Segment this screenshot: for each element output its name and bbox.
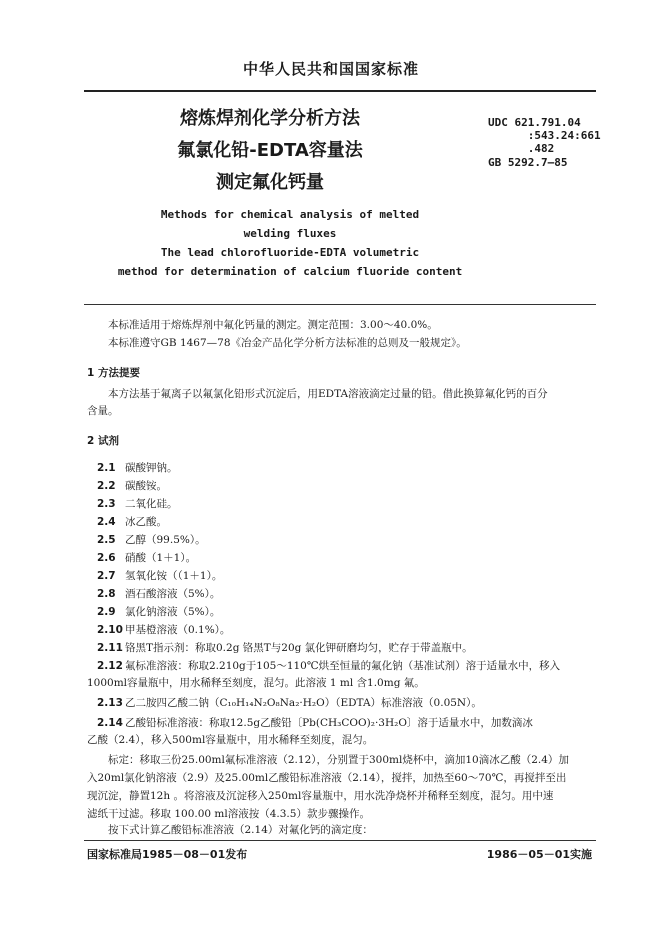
compliance-paragraph: 本标准遵守GB 1467—78《冶金产品化学分析方法标准的总则及一般规定》。 [108, 337, 467, 349]
lead-acetate-standard-solution-cont: 乙酸（2.4），移入500ml容量瓶中，用水稀释至刻度，混匀。 [87, 734, 374, 746]
method-summary-line-2: 含量。 [87, 405, 119, 417]
footer-rule [84, 840, 596, 841]
english-title-line-2: welding fluxes [243, 227, 337, 240]
edta-standard-solution: 2.13 乙二胺四乙酸二钠（C₁₀H₁₄N₂O₈Na₂·H₂O）（EDTA）标准溶液（0.05N）。 [97, 697, 482, 709]
english-title-line-1: Methods for chemical analysis of melted [160, 208, 420, 221]
title-line-2: 氟氯化铅-EDTA容量法 [177, 140, 363, 161]
formula-intro: 按下式计算乙酸铅标准溶液（2.14）对氟化钙的滴定度： [108, 824, 373, 836]
reagent-item: 2.1 碳酸钾钠。 [97, 462, 178, 474]
reagent-item: 2.10 甲基橙溶液（0.1%）。 [97, 624, 231, 636]
scope-paragraph: 本标准适用于熔炼焊剂中氟化钙量的测定。测定范围：3.00～40.0%。 [108, 319, 438, 331]
gb-standard-number: GB 5292.7—85 [488, 156, 568, 169]
calibration-line-3: 现沉淀，静置12h 。将溶液及沉淀移入250ml容量瓶中，用水洗净烧杯并稀释至刻度，混匀。用中速 [87, 790, 554, 802]
calibration-line-1: 标定：移取三份25.00ml氟标准溶液（2.12），分别置于300ml烧杯中，滴加10滴冰乙酸（2.4）加 [108, 754, 569, 766]
reagent-item: 2.4 冰乙酸。 [97, 516, 167, 528]
reagent-item: 2.3 二氧化硅。 [97, 498, 178, 510]
issuing-authority-header: 中华人民共和国国家标准 [242, 60, 419, 78]
title-line-1: 熔炼焊剂化学分析方法 [180, 108, 360, 129]
reagent-item: 2.7 氢氧化铵（（1＋1）。 [97, 570, 223, 582]
method-summary-line-1: 本方法基于氟离子以氟氯化铅形式沉淀后，用EDTA溶液滴定过量的铅。借此换算氟化钙的百分 [108, 388, 548, 400]
section-2-heading: 2 试剂 [87, 435, 119, 447]
reagent-item: 2.9 氯化钠溶液（5%）。 [97, 606, 221, 618]
english-title-line-3: The lead chlorofluoride-EDTA volumetric [160, 246, 420, 259]
fluoride-standard-solution-cont: 1000ml容量瓶中，用水稀释至刻度，混匀。此溶液 1 ml 含1.0mg 氟。 [87, 677, 425, 689]
title-line-3: 测定氟化钙量 [216, 172, 324, 193]
title-divider [84, 304, 596, 305]
reagent-item: 2.2 碳酸铵。 [97, 480, 167, 492]
reagent-item: 2.11 铬黑T指示剂：称取0.2g 铬黑T与20g 氯化钾研磨均匀，贮存于带盖瓶中。 [97, 642, 473, 654]
calibration-line-2: 入20ml氯化钠溶液（2.9）及25.00ml乙酸铅标准溶液（2.14），搅拌，加热至60～70℃，再搅拌至出 [87, 772, 567, 784]
english-title-line-4: method for determination of calcium fluoride content [117, 265, 463, 278]
lead-acetate-standard-solution: 2.14 乙酸铅标准溶液：称取12.5g乙酸铅〔Pb(CH₃COO)₂·3H₂O〕溶于适量水中，加数滴冰 [97, 717, 533, 729]
issue-date: 国家标准局1985－08－01发布 [87, 848, 248, 861]
section-1-heading: 1 方法提要 [87, 367, 140, 379]
reagent-item: 2.6 硝酸（1＋1）。 [97, 552, 197, 564]
calibration-line-4: 滤纸干过滤。移取 100.00 ml溶液按（4.3.5）款步骤操作。 [87, 808, 370, 820]
implementation-date: 1986－05－01实施 [486, 848, 592, 861]
reagent-item: 2.5 乙醇（99.5%）。 [97, 534, 206, 546]
fluoride-standard-solution: 2.12 氟标准溶液：称取2.210g于105～110℃烘至恒量的氟化钠（基准试剂）溶于适量水中，移入 [97, 660, 561, 672]
udc-classification: UDC 621.791.04 :543.24:661 .482 [488, 116, 601, 155]
header-rule [84, 90, 596, 92]
reagent-item: 2.8 酒石酸溶液（5%）。 [97, 588, 221, 600]
